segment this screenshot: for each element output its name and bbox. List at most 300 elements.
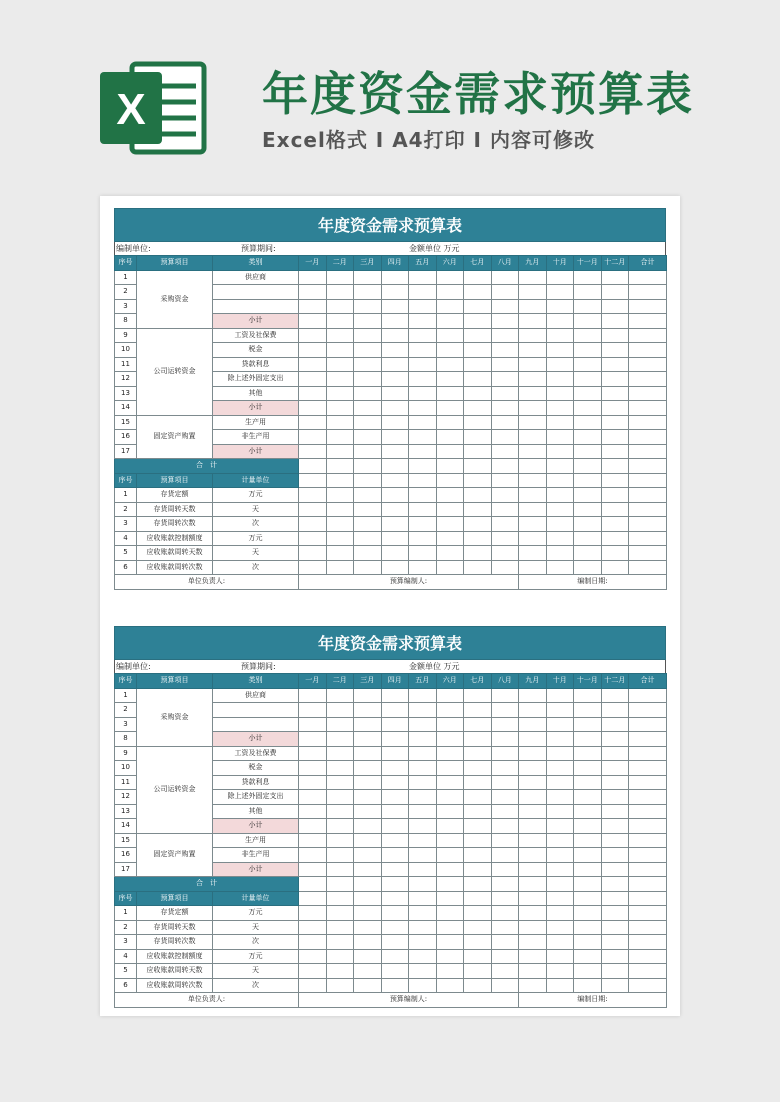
value-cell[interactable] bbox=[381, 473, 409, 488]
value-cell[interactable] bbox=[546, 688, 574, 703]
value-cell[interactable] bbox=[409, 473, 437, 488]
value-cell[interactable] bbox=[299, 299, 327, 314]
value-cell[interactable] bbox=[381, 517, 409, 532]
value-cell[interactable] bbox=[629, 517, 667, 532]
value-cell[interactable] bbox=[574, 560, 602, 575]
value-cell[interactable] bbox=[491, 978, 519, 993]
value-cell[interactable] bbox=[464, 848, 492, 863]
value-cell[interactable] bbox=[464, 891, 492, 906]
value-cell[interactable] bbox=[629, 270, 667, 285]
value-cell[interactable] bbox=[491, 328, 519, 343]
value-cell[interactable] bbox=[464, 386, 492, 401]
value-cell[interactable] bbox=[464, 415, 492, 430]
value-cell[interactable] bbox=[629, 386, 667, 401]
value-cell[interactable] bbox=[629, 804, 667, 819]
value-cell[interactable] bbox=[409, 717, 437, 732]
value-cell[interactable] bbox=[326, 935, 354, 950]
value-cell[interactable] bbox=[519, 949, 547, 964]
value-cell[interactable] bbox=[574, 314, 602, 329]
value-cell[interactable] bbox=[574, 949, 602, 964]
value-cell[interactable] bbox=[436, 746, 464, 761]
value-cell[interactable] bbox=[409, 891, 437, 906]
value-cell[interactable] bbox=[409, 531, 437, 546]
value-cell[interactable] bbox=[326, 703, 354, 718]
value-cell[interactable] bbox=[354, 978, 382, 993]
value-cell[interactable] bbox=[546, 299, 574, 314]
value-cell[interactable] bbox=[574, 732, 602, 747]
value-cell[interactable] bbox=[409, 488, 437, 503]
value-cell[interactable] bbox=[436, 343, 464, 358]
value-cell[interactable] bbox=[326, 862, 354, 877]
value-cell[interactable] bbox=[299, 804, 327, 819]
value-cell[interactable] bbox=[629, 964, 667, 979]
value-cell[interactable] bbox=[381, 444, 409, 459]
total-cell[interactable] bbox=[299, 459, 327, 474]
value-cell[interactable] bbox=[464, 444, 492, 459]
value-cell[interactable] bbox=[299, 746, 327, 761]
value-cell[interactable] bbox=[519, 848, 547, 863]
value-cell[interactable] bbox=[601, 314, 629, 329]
total-cell[interactable] bbox=[436, 877, 464, 892]
value-cell[interactable] bbox=[436, 517, 464, 532]
value-cell[interactable] bbox=[519, 833, 547, 848]
value-cell[interactable] bbox=[299, 688, 327, 703]
value-cell[interactable] bbox=[464, 401, 492, 416]
value-cell[interactable] bbox=[464, 790, 492, 805]
value-cell[interactable] bbox=[546, 746, 574, 761]
value-cell[interactable] bbox=[601, 401, 629, 416]
value-cell[interactable] bbox=[546, 473, 574, 488]
value-cell[interactable] bbox=[326, 732, 354, 747]
value-cell[interactable] bbox=[409, 560, 437, 575]
value-cell[interactable] bbox=[574, 357, 602, 372]
value-cell[interactable] bbox=[381, 804, 409, 819]
total-cell[interactable] bbox=[464, 877, 492, 892]
value-cell[interactable] bbox=[546, 285, 574, 300]
value-cell[interactable] bbox=[436, 906, 464, 921]
value-cell[interactable] bbox=[629, 401, 667, 416]
value-cell[interactable] bbox=[436, 285, 464, 300]
total-cell[interactable] bbox=[381, 459, 409, 474]
value-cell[interactable] bbox=[326, 531, 354, 546]
value-cell[interactable] bbox=[381, 343, 409, 358]
value-cell[interactable] bbox=[436, 488, 464, 503]
value-cell[interactable] bbox=[601, 906, 629, 921]
value-cell[interactable] bbox=[491, 401, 519, 416]
value-cell[interactable] bbox=[409, 920, 437, 935]
value-cell[interactable] bbox=[354, 531, 382, 546]
value-cell[interactable] bbox=[299, 949, 327, 964]
value-cell[interactable] bbox=[574, 935, 602, 950]
value-cell[interactable] bbox=[464, 270, 492, 285]
value-cell[interactable] bbox=[354, 761, 382, 776]
value-cell[interactable] bbox=[299, 444, 327, 459]
total-cell[interactable] bbox=[601, 877, 629, 892]
value-cell[interactable] bbox=[464, 833, 492, 848]
value-cell[interactable] bbox=[546, 357, 574, 372]
value-cell[interactable] bbox=[436, 546, 464, 561]
value-cell[interactable] bbox=[601, 732, 629, 747]
value-cell[interactable] bbox=[601, 833, 629, 848]
value-cell[interactable] bbox=[601, 415, 629, 430]
value-cell[interactable] bbox=[381, 270, 409, 285]
value-cell[interactable] bbox=[629, 790, 667, 805]
value-cell[interactable] bbox=[519, 761, 547, 776]
value-cell[interactable] bbox=[409, 270, 437, 285]
value-cell[interactable] bbox=[436, 372, 464, 387]
value-cell[interactable] bbox=[491, 343, 519, 358]
value-cell[interactable] bbox=[354, 473, 382, 488]
value-cell[interactable] bbox=[464, 314, 492, 329]
value-cell[interactable] bbox=[546, 444, 574, 459]
value-cell[interactable] bbox=[491, 270, 519, 285]
value-cell[interactable] bbox=[354, 848, 382, 863]
value-cell[interactable] bbox=[436, 473, 464, 488]
value-cell[interactable] bbox=[491, 732, 519, 747]
value-cell[interactable] bbox=[519, 862, 547, 877]
value-cell[interactable] bbox=[299, 978, 327, 993]
value-cell[interactable] bbox=[574, 906, 602, 921]
value-cell[interactable] bbox=[574, 790, 602, 805]
value-cell[interactable] bbox=[299, 833, 327, 848]
value-cell[interactable] bbox=[546, 703, 574, 718]
value-cell[interactable] bbox=[546, 717, 574, 732]
value-cell[interactable] bbox=[464, 299, 492, 314]
value-cell[interactable] bbox=[546, 270, 574, 285]
value-cell[interactable] bbox=[354, 790, 382, 805]
value-cell[interactable] bbox=[409, 790, 437, 805]
value-cell[interactable] bbox=[354, 964, 382, 979]
value-cell[interactable] bbox=[326, 343, 354, 358]
value-cell[interactable] bbox=[436, 560, 464, 575]
value-cell[interactable] bbox=[299, 343, 327, 358]
value-cell[interactable] bbox=[409, 357, 437, 372]
total-cell[interactable] bbox=[464, 459, 492, 474]
value-cell[interactable] bbox=[381, 891, 409, 906]
value-cell[interactable] bbox=[601, 949, 629, 964]
value-cell[interactable] bbox=[519, 688, 547, 703]
value-cell[interactable] bbox=[629, 343, 667, 358]
value-cell[interactable] bbox=[326, 978, 354, 993]
value-cell[interactable] bbox=[491, 502, 519, 517]
value-cell[interactable] bbox=[381, 746, 409, 761]
value-cell[interactable] bbox=[601, 819, 629, 834]
value-cell[interactable] bbox=[354, 372, 382, 387]
value-cell[interactable] bbox=[574, 891, 602, 906]
value-cell[interactable] bbox=[519, 444, 547, 459]
value-cell[interactable] bbox=[519, 386, 547, 401]
total-cell[interactable] bbox=[629, 877, 667, 892]
value-cell[interactable] bbox=[299, 761, 327, 776]
value-cell[interactable] bbox=[354, 285, 382, 300]
value-cell[interactable] bbox=[629, 502, 667, 517]
value-cell[interactable] bbox=[629, 488, 667, 503]
value-cell[interactable] bbox=[519, 401, 547, 416]
value-cell[interactable] bbox=[326, 790, 354, 805]
value-cell[interactable] bbox=[409, 703, 437, 718]
value-cell[interactable] bbox=[409, 746, 437, 761]
value-cell[interactable] bbox=[436, 502, 464, 517]
value-cell[interactable] bbox=[409, 978, 437, 993]
value-cell[interactable] bbox=[519, 891, 547, 906]
value-cell[interactable] bbox=[629, 531, 667, 546]
value-cell[interactable] bbox=[326, 891, 354, 906]
value-cell[interactable] bbox=[464, 357, 492, 372]
value-cell[interactable] bbox=[381, 488, 409, 503]
value-cell[interactable] bbox=[381, 688, 409, 703]
value-cell[interactable] bbox=[601, 285, 629, 300]
value-cell[interactable] bbox=[381, 761, 409, 776]
value-cell[interactable] bbox=[629, 935, 667, 950]
value-cell[interactable] bbox=[519, 517, 547, 532]
value-cell[interactable] bbox=[381, 906, 409, 921]
value-cell[interactable] bbox=[601, 299, 629, 314]
value-cell[interactable] bbox=[436, 848, 464, 863]
value-cell[interactable] bbox=[299, 560, 327, 575]
total-cell[interactable] bbox=[629, 459, 667, 474]
value-cell[interactable] bbox=[299, 531, 327, 546]
value-cell[interactable] bbox=[326, 964, 354, 979]
value-cell[interactable] bbox=[491, 444, 519, 459]
value-cell[interactable] bbox=[491, 862, 519, 877]
value-cell[interactable] bbox=[409, 833, 437, 848]
value-cell[interactable] bbox=[464, 430, 492, 445]
value-cell[interactable] bbox=[326, 560, 354, 575]
value-cell[interactable] bbox=[519, 270, 547, 285]
value-cell[interactable] bbox=[326, 270, 354, 285]
value-cell[interactable] bbox=[354, 444, 382, 459]
value-cell[interactable] bbox=[299, 372, 327, 387]
value-cell[interactable] bbox=[601, 270, 629, 285]
value-cell[interactable] bbox=[629, 761, 667, 776]
value-cell[interactable] bbox=[354, 819, 382, 834]
value-cell[interactable] bbox=[436, 978, 464, 993]
value-cell[interactable] bbox=[491, 804, 519, 819]
value-cell[interactable] bbox=[574, 833, 602, 848]
value-cell[interactable] bbox=[436, 804, 464, 819]
value-cell[interactable] bbox=[299, 891, 327, 906]
value-cell[interactable] bbox=[299, 790, 327, 805]
value-cell[interactable] bbox=[574, 775, 602, 790]
value-cell[interactable] bbox=[464, 761, 492, 776]
value-cell[interactable] bbox=[409, 444, 437, 459]
value-cell[interactable] bbox=[546, 531, 574, 546]
value-cell[interactable] bbox=[464, 920, 492, 935]
value-cell[interactable] bbox=[491, 314, 519, 329]
value-cell[interactable] bbox=[629, 833, 667, 848]
value-cell[interactable] bbox=[436, 357, 464, 372]
value-cell[interactable] bbox=[629, 546, 667, 561]
value-cell[interactable] bbox=[464, 703, 492, 718]
value-cell[interactable] bbox=[546, 415, 574, 430]
value-cell[interactable] bbox=[381, 328, 409, 343]
value-cell[interactable] bbox=[381, 531, 409, 546]
value-cell[interactable] bbox=[546, 430, 574, 445]
value-cell[interactable] bbox=[491, 357, 519, 372]
value-cell[interactable] bbox=[381, 717, 409, 732]
value-cell[interactable] bbox=[546, 328, 574, 343]
value-cell[interactable] bbox=[436, 862, 464, 877]
value-cell[interactable] bbox=[436, 717, 464, 732]
value-cell[interactable] bbox=[464, 517, 492, 532]
value-cell[interactable] bbox=[409, 546, 437, 561]
value-cell[interactable] bbox=[491, 761, 519, 776]
value-cell[interactable] bbox=[326, 920, 354, 935]
value-cell[interactable] bbox=[409, 862, 437, 877]
value-cell[interactable] bbox=[381, 430, 409, 445]
value-cell[interactable] bbox=[491, 386, 519, 401]
value-cell[interactable] bbox=[464, 949, 492, 964]
value-cell[interactable] bbox=[574, 761, 602, 776]
value-cell[interactable] bbox=[381, 862, 409, 877]
value-cell[interactable] bbox=[519, 703, 547, 718]
value-cell[interactable] bbox=[464, 688, 492, 703]
value-cell[interactable] bbox=[436, 819, 464, 834]
value-cell[interactable] bbox=[464, 978, 492, 993]
value-cell[interactable] bbox=[519, 531, 547, 546]
value-cell[interactable] bbox=[299, 430, 327, 445]
value-cell[interactable] bbox=[601, 978, 629, 993]
value-cell[interactable] bbox=[519, 775, 547, 790]
value-cell[interactable] bbox=[601, 343, 629, 358]
value-cell[interactable] bbox=[601, 862, 629, 877]
value-cell[interactable] bbox=[381, 819, 409, 834]
value-cell[interactable] bbox=[491, 430, 519, 445]
value-cell[interactable] bbox=[381, 372, 409, 387]
value-cell[interactable] bbox=[326, 775, 354, 790]
value-cell[interactable] bbox=[629, 473, 667, 488]
value-cell[interactable] bbox=[629, 415, 667, 430]
value-cell[interactable] bbox=[409, 935, 437, 950]
value-cell[interactable] bbox=[326, 761, 354, 776]
value-cell[interactable] bbox=[574, 444, 602, 459]
value-cell[interactable] bbox=[381, 848, 409, 863]
value-cell[interactable] bbox=[629, 920, 667, 935]
value-cell[interactable] bbox=[629, 717, 667, 732]
value-cell[interactable] bbox=[381, 285, 409, 300]
value-cell[interactable] bbox=[546, 560, 574, 575]
value-cell[interactable] bbox=[381, 502, 409, 517]
value-cell[interactable] bbox=[326, 819, 354, 834]
value-cell[interactable] bbox=[299, 517, 327, 532]
value-cell[interactable] bbox=[464, 531, 492, 546]
value-cell[interactable] bbox=[546, 819, 574, 834]
value-cell[interactable] bbox=[519, 343, 547, 358]
value-cell[interactable] bbox=[299, 964, 327, 979]
value-cell[interactable] bbox=[409, 386, 437, 401]
value-cell[interactable] bbox=[464, 560, 492, 575]
value-cell[interactable] bbox=[436, 314, 464, 329]
value-cell[interactable] bbox=[354, 314, 382, 329]
value-cell[interactable] bbox=[354, 430, 382, 445]
value-cell[interactable] bbox=[601, 964, 629, 979]
value-cell[interactable] bbox=[491, 546, 519, 561]
value-cell[interactable] bbox=[436, 401, 464, 416]
value-cell[interactable] bbox=[546, 804, 574, 819]
value-cell[interactable] bbox=[354, 517, 382, 532]
value-cell[interactable] bbox=[326, 357, 354, 372]
value-cell[interactable] bbox=[629, 285, 667, 300]
value-cell[interactable] bbox=[629, 891, 667, 906]
value-cell[interactable] bbox=[601, 703, 629, 718]
value-cell[interactable] bbox=[601, 328, 629, 343]
value-cell[interactable] bbox=[546, 546, 574, 561]
value-cell[interactable] bbox=[491, 473, 519, 488]
total-cell[interactable] bbox=[436, 459, 464, 474]
value-cell[interactable] bbox=[574, 473, 602, 488]
value-cell[interactable] bbox=[354, 833, 382, 848]
value-cell[interactable] bbox=[381, 964, 409, 979]
value-cell[interactable] bbox=[546, 314, 574, 329]
value-cell[interactable] bbox=[354, 357, 382, 372]
value-cell[interactable] bbox=[464, 819, 492, 834]
value-cell[interactable] bbox=[574, 920, 602, 935]
value-cell[interactable] bbox=[354, 935, 382, 950]
value-cell[interactable] bbox=[629, 775, 667, 790]
value-cell[interactable] bbox=[354, 862, 382, 877]
value-cell[interactable] bbox=[601, 502, 629, 517]
value-cell[interactable] bbox=[464, 717, 492, 732]
value-cell[interactable] bbox=[519, 328, 547, 343]
value-cell[interactable] bbox=[601, 790, 629, 805]
total-cell[interactable] bbox=[519, 877, 547, 892]
value-cell[interactable] bbox=[409, 848, 437, 863]
total-cell[interactable] bbox=[546, 877, 574, 892]
value-cell[interactable] bbox=[409, 775, 437, 790]
value-cell[interactable] bbox=[354, 920, 382, 935]
value-cell[interactable] bbox=[629, 746, 667, 761]
value-cell[interactable] bbox=[519, 488, 547, 503]
value-cell[interactable] bbox=[354, 732, 382, 747]
value-cell[interactable] bbox=[491, 775, 519, 790]
value-cell[interactable] bbox=[381, 833, 409, 848]
value-cell[interactable] bbox=[546, 949, 574, 964]
value-cell[interactable] bbox=[436, 761, 464, 776]
value-cell[interactable] bbox=[464, 906, 492, 921]
value-cell[interactable] bbox=[546, 488, 574, 503]
value-cell[interactable] bbox=[601, 488, 629, 503]
value-cell[interactable] bbox=[601, 517, 629, 532]
value-cell[interactable] bbox=[354, 949, 382, 964]
value-cell[interactable] bbox=[354, 546, 382, 561]
value-cell[interactable] bbox=[601, 717, 629, 732]
value-cell[interactable] bbox=[601, 473, 629, 488]
value-cell[interactable] bbox=[326, 328, 354, 343]
value-cell[interactable] bbox=[601, 775, 629, 790]
value-cell[interactable] bbox=[601, 372, 629, 387]
value-cell[interactable] bbox=[436, 386, 464, 401]
value-cell[interactable] bbox=[409, 732, 437, 747]
value-cell[interactable] bbox=[299, 415, 327, 430]
value-cell[interactable] bbox=[491, 488, 519, 503]
value-cell[interactable] bbox=[326, 299, 354, 314]
value-cell[interactable] bbox=[436, 703, 464, 718]
value-cell[interactable] bbox=[546, 848, 574, 863]
value-cell[interactable] bbox=[491, 819, 519, 834]
value-cell[interactable] bbox=[299, 386, 327, 401]
total-cell[interactable] bbox=[326, 459, 354, 474]
value-cell[interactable] bbox=[491, 372, 519, 387]
value-cell[interactable] bbox=[464, 804, 492, 819]
value-cell[interactable] bbox=[354, 343, 382, 358]
value-cell[interactable] bbox=[436, 920, 464, 935]
value-cell[interactable] bbox=[601, 848, 629, 863]
value-cell[interactable] bbox=[354, 804, 382, 819]
value-cell[interactable] bbox=[326, 401, 354, 416]
value-cell[interactable] bbox=[574, 862, 602, 877]
value-cell[interactable] bbox=[299, 314, 327, 329]
value-cell[interactable] bbox=[519, 920, 547, 935]
